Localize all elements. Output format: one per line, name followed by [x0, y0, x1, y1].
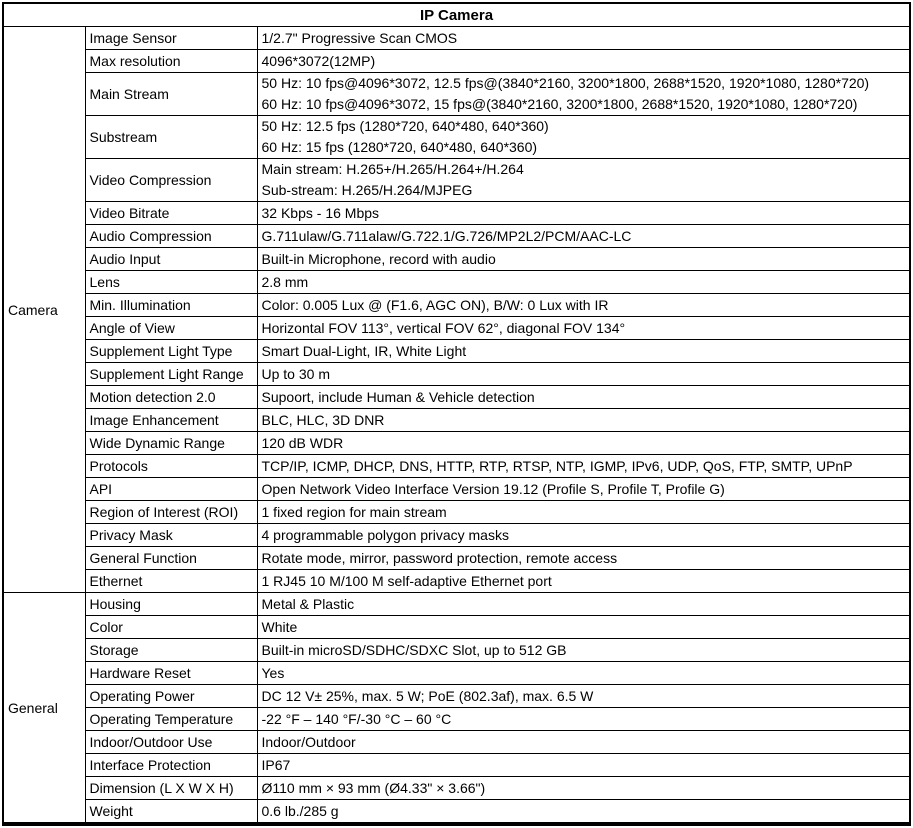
spec-row — [3, 248, 910, 271]
spec-label: Supplement Light Range — [85, 363, 257, 386]
spec-value — [257, 50, 910, 73]
spec-value-line: 4096*3072(12MP) — [261, 53, 376, 69]
spec-row — [3, 616, 910, 639]
spec-value-line: Built-in microSD/SDHC/SDXC Slot, up to 512 GB — [261, 642, 567, 658]
spec-label: Video Compression — [85, 159, 257, 202]
spec-value — [257, 340, 910, 363]
spec-value-line: Color: 0.005 Lux @ (F1.6, AGC ON), B/W: 0 Lux with IR — [261, 297, 609, 313]
spec-value-line: 0.6 lb./285 g — [261, 803, 339, 819]
spec-label: Dimension (L X W X H) — [85, 777, 257, 800]
spec-label: Lens — [85, 271, 257, 294]
spec-value — [257, 639, 910, 662]
spec-label: Ethernet — [85, 570, 257, 593]
spec-row — [3, 409, 910, 432]
spec-value — [257, 73, 910, 116]
spec-row — [3, 547, 910, 570]
spec-row — [3, 662, 910, 685]
spec-row — [3, 116, 910, 159]
spec-value — [257, 524, 910, 547]
spec-row — [3, 159, 910, 202]
spec-value-line: Horizontal FOV 113°, vertical FOV 62°, diagonal FOV 134° — [261, 320, 626, 336]
spec-row — [3, 800, 910, 825]
spec-value-line: 50 Hz: 10 fps@4096*3072, 12.5 fps@(3840*2160, 3200*1800, 2688*1520, 1920*1080, 1280*720) — [261, 75, 870, 91]
spec-row — [3, 271, 910, 294]
spec-value-line: 32 Kbps - 16 Mbps — [261, 205, 380, 221]
spec-label: Privacy Mask — [85, 524, 257, 547]
spec-row — [3, 27, 910, 50]
spec-value-line: 60 Hz: 10 fps@4096*3072, 15 fps@(3840*2160, 3200*1800, 2688*1520, 1920*1080, 1280*720) — [261, 96, 858, 112]
spec-value-line: -22 °F – 140 °F/-30 °C – 60 °C — [261, 711, 452, 727]
table-title: IP Camera — [3, 3, 910, 27]
spec-label: Image Enhancement — [85, 409, 257, 432]
spec-value-line: 1/2.7" Progressive Scan CMOS — [261, 30, 458, 46]
spec-row — [3, 202, 910, 225]
spec-value-line: 4 programmable polygon privacy masks — [261, 527, 509, 543]
spec-label: Wide Dynamic Range — [85, 432, 257, 455]
spec-value-line: IP67 — [261, 757, 291, 773]
spec-row — [3, 294, 910, 317]
spec-value-line: BLC, HLC, 3D DNR — [261, 412, 385, 428]
spec-label: Operating Temperature — [85, 708, 257, 731]
spec-row — [3, 478, 910, 501]
spec-value-line: 1 RJ45 10 M/100 M self-adaptive Ethernet port — [261, 573, 552, 589]
spec-value-line: Smart Dual-Light, IR, White Light — [261, 343, 467, 359]
spec-value — [257, 708, 910, 731]
spec-value-line: Supoort, include Human & Vehicle detection — [261, 389, 535, 405]
spec-value-line: Up to 30 m — [261, 366, 330, 382]
spec-value-line: 1 fixed region for main stream — [261, 504, 447, 520]
spec-value — [257, 27, 910, 50]
spec-value-line: Ø110 mm × 93 mm (Ø4.33" × 3.66") — [261, 780, 486, 796]
table-header-row — [3, 3, 910, 27]
spec-value-line: Main stream: H.265+/H.265/H.264+/H.264 — [261, 161, 524, 177]
spec-row — [3, 639, 910, 662]
spec-value — [257, 478, 910, 501]
spec-label: Max resolution — [85, 50, 257, 73]
spec-label: Image Sensor — [85, 27, 257, 50]
spec-row — [3, 340, 910, 363]
spec-row — [3, 432, 910, 455]
spec-value-line: TCP/IP, ICMP, DHCP, DNS, HTTP, RTP, RTSP, NTP, IGMP, IPv6, UDP, QoS, FTP, SMTP, UPnP — [261, 458, 853, 474]
spec-value — [257, 777, 910, 800]
spec-label: Supplement Light Type — [85, 340, 257, 363]
spec-row — [3, 386, 910, 409]
spec-row — [3, 685, 910, 708]
spec-value — [257, 432, 910, 455]
spec-label: Main Stream — [85, 73, 257, 116]
spec-value-line: Open Network Video Interface Version 19.12 (Profile S, Profile T, Profile G) — [261, 481, 725, 497]
spec-table-body — [3, 27, 910, 825]
spec-value — [257, 294, 910, 317]
spec-label: Substream — [85, 116, 257, 159]
spec-value — [257, 225, 910, 248]
spec-label: Color — [85, 616, 257, 639]
spec-value — [257, 455, 910, 478]
spec-value — [257, 317, 910, 340]
spec-row — [3, 731, 910, 754]
spec-value — [257, 271, 910, 294]
spec-value-line: DC 12 V± 25%, max. 5 W; PoE (802.3af), max. 6.5 W — [261, 688, 594, 704]
spec-row — [3, 317, 910, 340]
spec-row — [3, 593, 910, 616]
spec-value-line: Yes — [261, 665, 285, 681]
spec-label: Storage — [85, 639, 257, 662]
spec-value — [257, 731, 910, 754]
spec-row — [3, 524, 910, 547]
spec-row — [3, 73, 910, 116]
spec-label: Operating Power — [85, 685, 257, 708]
spec-value-line: 50 Hz: 12.5 fps (1280*720, 640*480, 640*360) — [261, 118, 549, 134]
spec-value — [257, 116, 910, 159]
spec-label: Indoor/Outdoor Use — [85, 731, 257, 754]
spec-value-line: 2.8 mm — [261, 274, 309, 290]
spec-value — [257, 248, 910, 271]
ip-camera-spec-table — [2, 2, 911, 826]
spec-value — [257, 593, 910, 616]
spec-label: General Function — [85, 547, 257, 570]
spec-value — [257, 363, 910, 386]
spec-row — [3, 777, 910, 800]
spec-value — [257, 616, 910, 639]
spec-value — [257, 547, 910, 570]
spec-label: API — [85, 478, 257, 501]
spec-value-line: 60 Hz: 15 fps (1280*720, 640*480, 640*360) — [261, 139, 538, 155]
spec-row — [3, 754, 910, 777]
spec-value-line: Rotate mode, mirror, password protection, remote access — [261, 550, 618, 566]
spec-label: Min. Illumination — [85, 294, 257, 317]
spec-label: Video Bitrate — [85, 202, 257, 225]
spec-value — [257, 685, 910, 708]
spec-value — [257, 754, 910, 777]
spec-value-line: 120 dB WDR — [261, 435, 344, 451]
spec-row — [3, 570, 910, 593]
spec-row — [3, 225, 910, 248]
spec-value — [257, 501, 910, 524]
spec-row — [3, 363, 910, 386]
spec-label: Hardware Reset — [85, 662, 257, 685]
spec-value — [257, 159, 910, 202]
spec-value-line: Built-in Microphone, record with audio — [261, 251, 496, 267]
spec-value — [257, 662, 910, 685]
spec-label: Motion detection 2.0 — [85, 386, 257, 409]
group-label-camera: Camera — [3, 27, 85, 593]
spec-value — [257, 570, 910, 593]
spec-label: Angle of View — [85, 317, 257, 340]
spec-label: Audio Input — [85, 248, 257, 271]
spec-value-line: Sub-stream: H.265/H.264/MJPEG — [261, 182, 473, 198]
spec-value — [257, 202, 910, 225]
spec-value — [257, 800, 910, 825]
spec-value — [257, 409, 910, 432]
spec-label: Region of Interest (ROI) — [85, 501, 257, 524]
spec-value-line: Indoor/Outdoor — [261, 734, 356, 750]
spec-label: Interface Protection — [85, 754, 257, 777]
spec-row — [3, 455, 910, 478]
spec-value-line: Metal & Plastic — [261, 596, 355, 612]
spec-label: Audio Compression — [85, 225, 257, 248]
spec-label: Protocols — [85, 455, 257, 478]
spec-value-line: White — [261, 619, 298, 635]
spec-row — [3, 50, 910, 73]
spec-label: Housing — [85, 593, 257, 616]
group-label-general: General — [3, 593, 85, 825]
spec-value — [257, 386, 910, 409]
spec-row — [3, 708, 910, 731]
spec-value-line: G.711ulaw/G.711alaw/G.722.1/G.726/MP2L2/PCM/AAC-LC — [261, 228, 632, 244]
spec-row — [3, 501, 910, 524]
spec-label: Weight — [85, 800, 257, 825]
